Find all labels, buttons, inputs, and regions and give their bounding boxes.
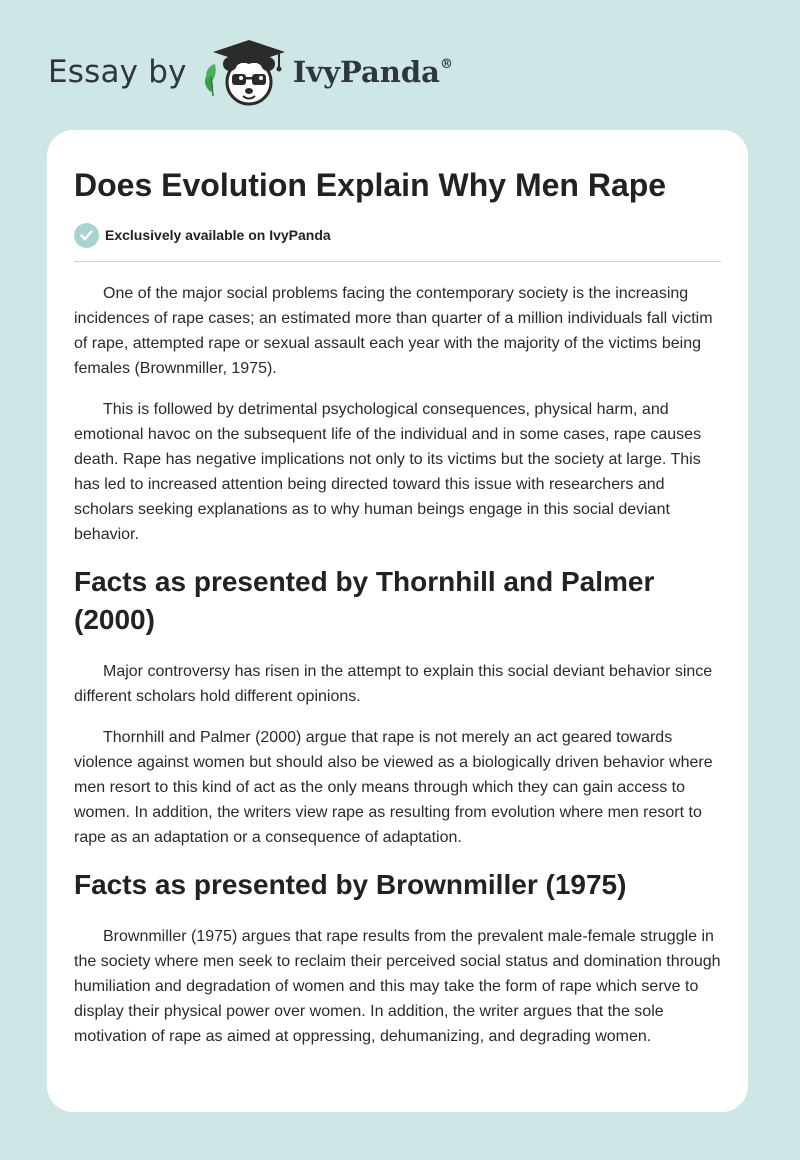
panda-logo-icon[interactable]	[199, 36, 291, 108]
intro-paragraph: One of the major social problems facing the contemporary society is the increasing incidences of rape cases; an estimated more than quarter of a million individuals fall victim of rape, attempted rape or sexual assault each year with the majority of the victims being females (Brownmiller, 1975).	[74, 285, 713, 377]
intro-paragraph: This is followed by detrimental psychological consequences, physical harm, and emotional havoc on the subsequent life of the individual and in some cases, rape causes death. Rape has negative implications not only to its victims but the society at large. This has led to increased attention being directed toward this issue with researchers and scholars seeking explanations as to why human beings engage in this social deviant behavior.	[74, 401, 702, 543]
essay-card	[47, 130, 748, 1112]
site-header	[48, 36, 453, 108]
section-paragraph: Major controversy has risen in the attempt to explain this social deviant behavior since different scholars hold different opinions.	[74, 663, 713, 705]
check-icon	[74, 223, 99, 248]
exclusive-badge	[74, 222, 721, 248]
title-divider	[74, 261, 721, 262]
registered-mark: ®	[439, 57, 453, 72]
section-paragraph: Brownmiller (1975) argues that rape results from the prevalent male-female struggle in the society where men seek to reclaim their perceived social status and domination through humiliation and degradation of women and this may take the form of rape which serve to display their physical power over women. In addition, the writer argues that the sole motivation of rape as aimed at oppressing, dehumanizing, and degrading women.	[74, 928, 721, 1045]
essay-by-label: Essay by	[48, 54, 187, 90]
page-title: Does Evolution Explain Why Men Rape	[74, 167, 667, 203]
section-paragraph: Thornhill and Palmer (2000) argue that rape is not merely an act geared towards violence against women but should also be viewed as a biologically driven behavior where men resort to this kind of act as the only means through which they can gain access to women. In addition, the writers view rape as resulting from evolution where men resort to rape as an adaptation or a consequence of adaptation.	[74, 729, 713, 846]
section-heading: Facts as presented by Brownmiller (1975)	[74, 869, 627, 900]
section-heading: Facts as presented by Thornhill and Palmer (2000)	[74, 566, 655, 635]
brand-name-text: IvyPanda	[292, 55, 440, 89]
brand-name[interactable]	[293, 55, 453, 89]
exclusive-badge-text: Exclusively available on IvyPanda	[105, 227, 331, 243]
